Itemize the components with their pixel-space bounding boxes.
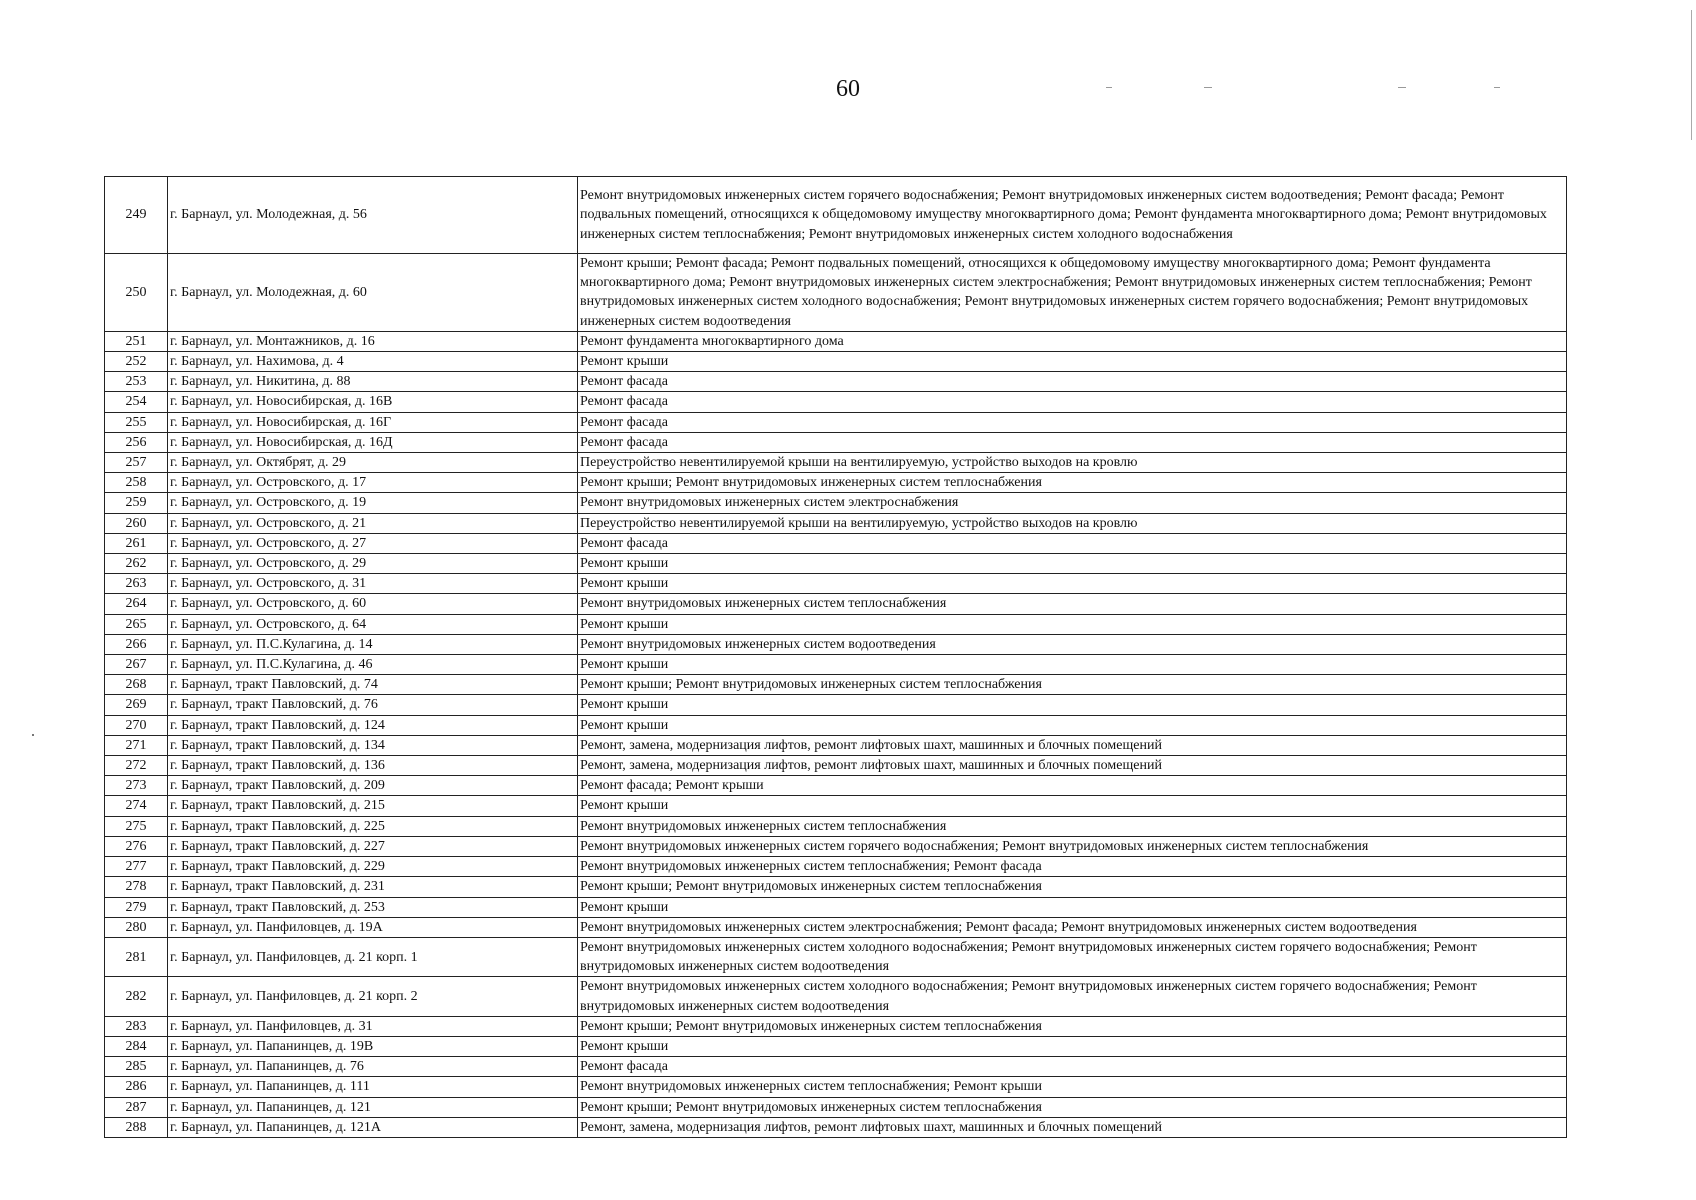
row-number: 270 — [105, 715, 168, 735]
row-address: г. Барнаул, ул. Монтажников, д. 16 — [168, 331, 578, 351]
row-number: 285 — [105, 1057, 168, 1077]
row-address: г. Барнаул, ул. Островского, д. 27 — [168, 533, 578, 553]
row-address: г. Барнаул, тракт Павловский, д. 225 — [168, 816, 578, 836]
row-work: Ремонт крыши; Ремонт внутридомовых инженерных систем теплоснабжения — [578, 675, 1567, 695]
row-work: Ремонт внутридомовых инженерных систем холодного водоснабжения; Ремонт внутридомовых инженерных систем горячего водоснабжения; Ремонт внутридомовых инженерных систем водоотведения — [578, 937, 1567, 976]
table-row — [105, 331, 1567, 351]
row-number: 281 — [105, 937, 168, 976]
row-number: 249 — [105, 177, 168, 254]
row-address: г. Барнаул, ул. Молодежная, д. 60 — [168, 254, 578, 332]
table-row — [105, 614, 1567, 634]
row-number: 265 — [105, 614, 168, 634]
row-work: Ремонт крыши — [578, 574, 1567, 594]
row-work: Ремонт крыши — [578, 655, 1567, 675]
row-address: г. Барнаул, ул. Островского, д. 29 — [168, 554, 578, 574]
row-number: 255 — [105, 412, 168, 432]
table-row — [105, 513, 1567, 533]
row-number: 288 — [105, 1117, 168, 1137]
row-address: г. Барнаул, ул. Папанинцев, д. 19В — [168, 1036, 578, 1056]
row-address: г. Барнаул, тракт Павловский, д. 136 — [168, 756, 578, 776]
row-address: г. Барнаул, ул. Панфиловцев, д. 21 корп. 2 — [168, 977, 578, 1016]
row-work: Ремонт, замена, модернизация лифтов, ремонт лифтовых шахт, машинных и блочных помещений — [578, 1117, 1567, 1137]
row-work: Ремонт крыши; Ремонт внутридомовых инженерных систем теплоснабжения — [578, 473, 1567, 493]
row-address: г. Барнаул, ул. Островского, д. 17 — [168, 473, 578, 493]
row-work: Ремонт фасада — [578, 412, 1567, 432]
row-work: Ремонт внутридомовых инженерных систем горячего водоснабжения; Ремонт внутридомовых инженерных систем теплоснабжения — [578, 836, 1567, 856]
row-work: Ремонт внутридомовых инженерных систем горячего водоснабжения; Ремонт внутридомовых инженерных систем водоотведения; Ремонт фасада; Ремонт подвальных помещений, относящихся к общедомовому имуществу многоквартирного дома; Ремонт фундамента многоквартирного дома; Ремонт внутридомовых инженерных систем теплоснабжения; Ремонт внутридомовых инженерных систем холодного водоснабжения — [578, 177, 1567, 254]
row-work: Ремонт крыши; Ремонт внутридомовых инженерных систем теплоснабжения — [578, 877, 1567, 897]
row-number: 269 — [105, 695, 168, 715]
table-row — [105, 432, 1567, 452]
table-row — [105, 1117, 1567, 1137]
table-row — [105, 533, 1567, 553]
scan-edge-line — [1691, 10, 1692, 140]
table-row — [105, 574, 1567, 594]
row-work: Ремонт крыши; Ремонт внутридомовых инженерных систем теплоснабжения — [578, 1016, 1567, 1036]
row-work: Ремонт внутридомовых инженерных систем холодного водоснабжения; Ремонт внутридомовых инженерных систем горячего водоснабжения; Ремонт внутридомовых инженерных систем водоотведения — [578, 977, 1567, 1016]
table-row — [105, 1097, 1567, 1117]
row-number: 287 — [105, 1097, 168, 1117]
row-number: 274 — [105, 796, 168, 816]
table-row — [105, 877, 1567, 897]
row-number: 284 — [105, 1036, 168, 1056]
row-address: г. Барнаул, ул. П.С.Кулагина, д. 46 — [168, 655, 578, 675]
row-work: Ремонт крыши — [578, 352, 1567, 372]
table-row — [105, 836, 1567, 856]
row-number: 250 — [105, 254, 168, 332]
row-work: Ремонт, замена, модернизация лифтов, ремонт лифтовых шахт, машинных и блочных помещений — [578, 735, 1567, 755]
row-address: г. Барнаул, ул. Панфиловцев, д. 19А — [168, 917, 578, 937]
row-address: г. Барнаул, ул. Панфиловцев, д. 21 корп. 1 — [168, 937, 578, 976]
row-work: Ремонт внутридомовых инженерных систем электроснабжения — [578, 493, 1567, 513]
row-address: г. Барнаул, ул. Островского, д. 64 — [168, 614, 578, 634]
row-address: г. Барнаул, ул. П.С.Кулагина, д. 14 — [168, 634, 578, 654]
row-address: г. Барнаул, тракт Павловский, д. 231 — [168, 877, 578, 897]
table-row — [105, 392, 1567, 412]
row-address: г. Барнаул, ул. Новосибирская, д. 16Г — [168, 412, 578, 432]
scan-mark — [1106, 87, 1112, 88]
row-address: г. Барнаул, тракт Павловский, д. 209 — [168, 776, 578, 796]
row-address: г. Барнаул, ул. Папанинцев, д. 121А — [168, 1117, 578, 1137]
row-work: Ремонт крыши — [578, 614, 1567, 634]
row-work: Ремонт фасада — [578, 1057, 1567, 1077]
table-row — [105, 1016, 1567, 1036]
row-number: 277 — [105, 857, 168, 877]
scan-mark — [1494, 87, 1500, 88]
table-row — [105, 655, 1567, 675]
row-address: г. Барнаул, ул. Молодежная, д. 56 — [168, 177, 578, 254]
table-row — [105, 715, 1567, 735]
table-row — [105, 177, 1567, 254]
row-address: г. Барнаул, тракт Павловский, д. 76 — [168, 695, 578, 715]
row-address: г. Барнаул, ул. Папанинцев, д. 111 — [168, 1077, 578, 1097]
row-address: г. Барнаул, тракт Павловский, д. 253 — [168, 897, 578, 917]
row-work: Ремонт фундамента многоквартирного дома — [578, 331, 1567, 351]
table-row — [105, 634, 1567, 654]
row-address: г. Барнаул, тракт Павловский, д. 134 — [168, 735, 578, 755]
row-number: 251 — [105, 331, 168, 351]
row-work: Ремонт внутридомовых инженерных систем теплоснабжения; Ремонт крыши — [578, 1077, 1567, 1097]
row-address: г. Барнаул, ул. Папанинцев, д. 121 — [168, 1097, 578, 1117]
row-number: 268 — [105, 675, 168, 695]
row-work: Ремонт крыши; Ремонт внутридомовых инженерных систем теплоснабжения — [578, 1097, 1567, 1117]
table-row — [105, 453, 1567, 473]
row-address: г. Барнаул, тракт Павловский, д. 74 — [168, 675, 578, 695]
table-row — [105, 937, 1567, 976]
row-work: Ремонт внутридомовых инженерных систем теплоснабжения — [578, 594, 1567, 614]
table-row — [105, 776, 1567, 796]
row-work: Ремонт фасада — [578, 392, 1567, 412]
row-number: 264 — [105, 594, 168, 614]
row-address: г. Барнаул, ул. Панфиловцев, д. 31 — [168, 1016, 578, 1036]
row-work: Ремонт крыши — [578, 796, 1567, 816]
row-number: 286 — [105, 1077, 168, 1097]
row-number: 266 — [105, 634, 168, 654]
table-row — [105, 857, 1567, 877]
row-work: Ремонт крыши — [578, 554, 1567, 574]
row-address: г. Барнаул, тракт Павловский, д. 124 — [168, 715, 578, 735]
row-address: г. Барнаул, ул. Островского, д. 19 — [168, 493, 578, 513]
scan-dot — [32, 734, 34, 736]
row-work: Ремонт фасада; Ремонт крыши — [578, 776, 1567, 796]
table-row — [105, 756, 1567, 776]
table-row — [105, 977, 1567, 1016]
row-address: г. Барнаул, ул. Папанинцев, д. 76 — [168, 1057, 578, 1077]
row-work: Ремонт внутридомовых инженерных систем электроснабжения; Ремонт фасада; Ремонт внутридомовых инженерных систем водоотведения — [578, 917, 1567, 937]
table-row — [105, 412, 1567, 432]
row-number: 253 — [105, 372, 168, 392]
row-address: г. Барнаул, ул. Новосибирская, д. 16В — [168, 392, 578, 412]
page-number: 60 — [836, 76, 860, 102]
row-number: 260 — [105, 513, 168, 533]
row-number: 256 — [105, 432, 168, 452]
row-number: 271 — [105, 735, 168, 755]
repair-registry-table — [104, 176, 1567, 1138]
table-row — [105, 816, 1567, 836]
row-work: Ремонт крыши — [578, 715, 1567, 735]
row-number: 258 — [105, 473, 168, 493]
row-number: 263 — [105, 574, 168, 594]
scan-mark — [1398, 87, 1406, 88]
row-work: Переустройство невентилируемой крыши на вентилируемую, устройство выходов на кровлю — [578, 453, 1567, 473]
row-work: Ремонт внутридомовых инженерных систем водоотведения — [578, 634, 1567, 654]
row-number: 254 — [105, 392, 168, 412]
row-work: Переустройство невентилируемой крыши на вентилируемую, устройство выходов на кровлю — [578, 513, 1567, 533]
row-address: г. Барнаул, ул. Островского, д. 21 — [168, 513, 578, 533]
row-number: 273 — [105, 776, 168, 796]
table-row — [105, 675, 1567, 695]
table-row — [105, 1077, 1567, 1097]
row-address: г. Барнаул, ул. Новосибирская, д. 16Д — [168, 432, 578, 452]
row-number: 283 — [105, 1016, 168, 1036]
table-row — [105, 352, 1567, 372]
row-work: Ремонт внутридомовых инженерных систем теплоснабжения; Ремонт фасада — [578, 857, 1567, 877]
row-number: 259 — [105, 493, 168, 513]
table-row — [105, 796, 1567, 816]
row-address: г. Барнаул, ул. Никитина, д. 88 — [168, 372, 578, 392]
row-number: 252 — [105, 352, 168, 372]
table-row — [105, 1036, 1567, 1056]
row-number: 276 — [105, 836, 168, 856]
row-work: Ремонт крыши — [578, 695, 1567, 715]
row-address: г. Барнаул, тракт Павловский, д. 215 — [168, 796, 578, 816]
row-number: 262 — [105, 554, 168, 574]
table-row — [105, 695, 1567, 715]
table-row — [105, 1057, 1567, 1077]
row-number: 261 — [105, 533, 168, 553]
row-work: Ремонт крыши — [578, 897, 1567, 917]
table-row — [105, 897, 1567, 917]
table-row — [105, 473, 1567, 493]
table-row — [105, 493, 1567, 513]
row-work: Ремонт фасада — [578, 533, 1567, 553]
row-work: Ремонт крыши — [578, 1036, 1567, 1056]
row-number: 279 — [105, 897, 168, 917]
scan-mark — [1204, 87, 1212, 88]
row-work: Ремонт фасада — [578, 372, 1567, 392]
row-number: 267 — [105, 655, 168, 675]
row-number: 275 — [105, 816, 168, 836]
row-work: Ремонт крыши; Ремонт фасада; Ремонт подвальных помещений, относящихся к общедомовому имуществу многоквартирного дома; Ремонт фундамента многоквартирного дома; Ремонт внутридомовых инженерных систем электроснабжения; Ремонт внутридомовых инженерных систем теплоснабжения; Ремонт внутридомовых инженерных систем холодного водоснабжения; Ремонт внутридомовых инженерных систем горячего водоснабжения; Ремонт внутридомовых инженерных систем водоотведения — [578, 254, 1567, 332]
table-row — [105, 254, 1567, 332]
table-row — [105, 594, 1567, 614]
table-row — [105, 554, 1567, 574]
row-number: 280 — [105, 917, 168, 937]
table-row — [105, 372, 1567, 392]
row-number: 282 — [105, 977, 168, 1016]
row-address: г. Барнаул, тракт Павловский, д. 227 — [168, 836, 578, 856]
row-number: 257 — [105, 453, 168, 473]
table-row — [105, 735, 1567, 755]
row-address: г. Барнаул, ул. Октябрят, д. 29 — [168, 453, 578, 473]
row-number: 278 — [105, 877, 168, 897]
row-address: г. Барнаул, ул. Островского, д. 60 — [168, 594, 578, 614]
row-address: г. Барнаул, ул. Островского, д. 31 — [168, 574, 578, 594]
row-work: Ремонт фасада — [578, 432, 1567, 452]
row-number: 272 — [105, 756, 168, 776]
table-row — [105, 917, 1567, 937]
row-address: г. Барнаул, тракт Павловский, д. 229 — [168, 857, 578, 877]
row-work: Ремонт внутридомовых инженерных систем теплоснабжения — [578, 816, 1567, 836]
row-work: Ремонт, замена, модернизация лифтов, ремонт лифтовых шахт, машинных и блочных помещений — [578, 756, 1567, 776]
row-address: г. Барнаул, ул. Нахимова, д. 4 — [168, 352, 578, 372]
